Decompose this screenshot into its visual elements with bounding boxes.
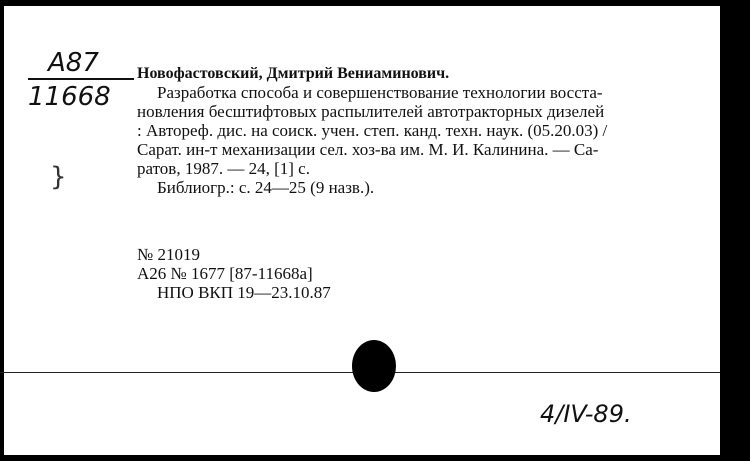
call-number-top: A87 xyxy=(28,50,134,80)
entry-description xyxy=(137,83,712,178)
bibliography-note: Библиогр.: с. 24—25 (9 назв.). xyxy=(157,178,375,197)
registry-number: № 21019 xyxy=(137,245,200,264)
scan-border-top xyxy=(0,0,750,6)
scan-border-left xyxy=(0,0,4,461)
call-number-bottom: 11668 xyxy=(28,82,111,112)
catalog-entry xyxy=(137,64,712,197)
punch-hole xyxy=(352,340,396,392)
office-stamp: НПО ВКП 19—23.10.87 xyxy=(157,283,331,302)
entry-line: новления бесштифтовых распылителей автотракторных дизелей xyxy=(137,102,605,121)
handwritten-date: 4/IV-89. xyxy=(540,400,632,428)
call-number xyxy=(28,50,134,110)
scan-border-bottom xyxy=(0,455,750,461)
entry-line: : Автореф. дис. на соиск. учен. степ. канд. техн. наук. (05.20.03) / xyxy=(137,121,608,140)
margin-mark: } xyxy=(50,162,67,192)
entry-line: ратов, 1987. — 24, [1] с. xyxy=(137,159,310,178)
registry-block xyxy=(137,245,331,302)
shelf-mark: А26 № 1677 [87-11668а] xyxy=(137,264,313,283)
entry-line: Сарат. ин-т механизации сел. хоз-ва им. М. И. Калинина. — Са- xyxy=(137,140,599,159)
scan-border-right xyxy=(720,0,750,461)
entry-line: Разработка способа и совершенствование технологии восста- xyxy=(157,83,603,102)
author-heading: Новофастовский, Дмитрий Вениаминович. xyxy=(137,65,450,82)
